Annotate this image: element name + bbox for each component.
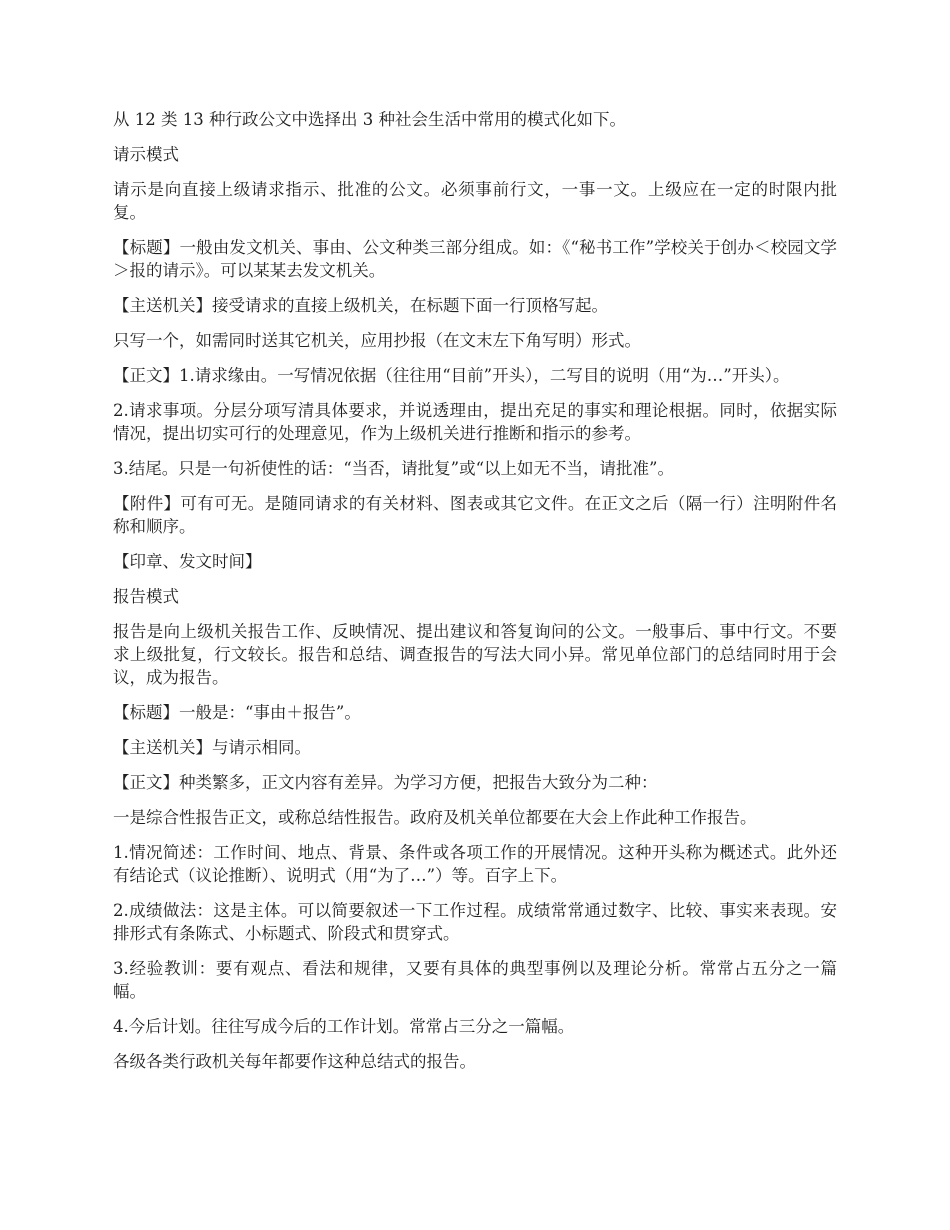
paragraph: 2.请求事项。分层分项写清具体要求，并说透理由，提出充足的事实和理论根据。同时，依据实际情况，提出切实可行的处理意见，作为上级机关进行推断和指示的参考。 [113,401,837,443]
paragraph: 【附件】可有可无。是随同请求的有关材料、图表或其它文件。在正文之后（隔一行）注明附件名称和顺序。 [113,494,837,536]
paragraph: 3.结尾。只是一句祈使性的话：“当否，请批复”或“以上如无不当，请批准”。 [113,459,674,478]
paragraph: 4.今后计划。往往写成今后的工作计划。常常占三分之一篇幅。 [113,1017,575,1036]
paragraph: 【正文】1.请求缘由。一写情况依据（往往用“目前”开头），二写目的说明（用“为…”开头）。 [113,366,790,385]
paragraph: 请示是向直接上级请求指示、批准的公文。必须事前行文，一事一文。上级应在一定的时限内批复。 [113,180,837,222]
paragraph: 2.成绩做法：这是主体。可以简要叙述一下工作过程。成绩常常通过数字、比较、事实来表现。安排形式有条陈式、小标题式、阶段式和贯穿式。 [113,901,837,943]
section-heading-request: 请示模式 [113,145,179,164]
paragraph: 报告是向上级机关报告工作、反映情况、提出建议和答复询问的公文。一般事后、事中行文。不要求上级批复，行文较长。报告和总结、调查报告的写法大同小异。常见单位部门的总结同时用于会议，成为报告。 [113,622,837,687]
paragraph: 只写一个，如需同时送其它机关，应用抄报（在文末左下角写明）形式。 [113,331,641,350]
paragraph: 1.情况简述：工作时间、地点、背景、条件或各项工作的开展情况。这种开头称为概述式。此外还有结论式（议论推断）、说明式（用“为了…”）等。百字上下。 [113,843,837,885]
paragraph: 【标题】一般由发文机关、事由、公文种类三部分组成。如：《“秘书工作”学校关于创办＜校园文学＞报的请示》。可以某某去发文机关。 [113,238,837,280]
paragraph: 【正文】种类繁多，正文内容有差异。为学习方便，把报告大致分为二种： [113,773,658,792]
closing-paragraph: 各级各类行政机关每年都要作这种总结式的报告。 [113,1052,476,1071]
paragraph: 【主送机关】与请示相同。 [113,738,311,757]
paragraph: 【印章、发文时间】 [113,552,262,571]
paragraph: 3.经验教训：要有观点、看法和规律，又要有具体的典型事例以及理论分析。常常占五分之一篇幅。 [113,959,837,1001]
document-body [113,108,837,1085]
paragraph: 【主送机关】接受请求的直接上级机关，在标题下面一行顶格写起。 [113,296,608,315]
paragraph: 【标题】一般是：“事由＋报告”。 [113,703,361,722]
paragraph: 一是综合性报告正文，或称总结性报告。政府及机关单位都要在大会上作此种工作报告。 [113,808,757,827]
intro-paragraph: 从 12 类 13 种行政公文中选择出 3 种社会生活中常用的模式化如下。 [113,110,626,129]
section-heading-report: 报告模式 [113,587,179,606]
